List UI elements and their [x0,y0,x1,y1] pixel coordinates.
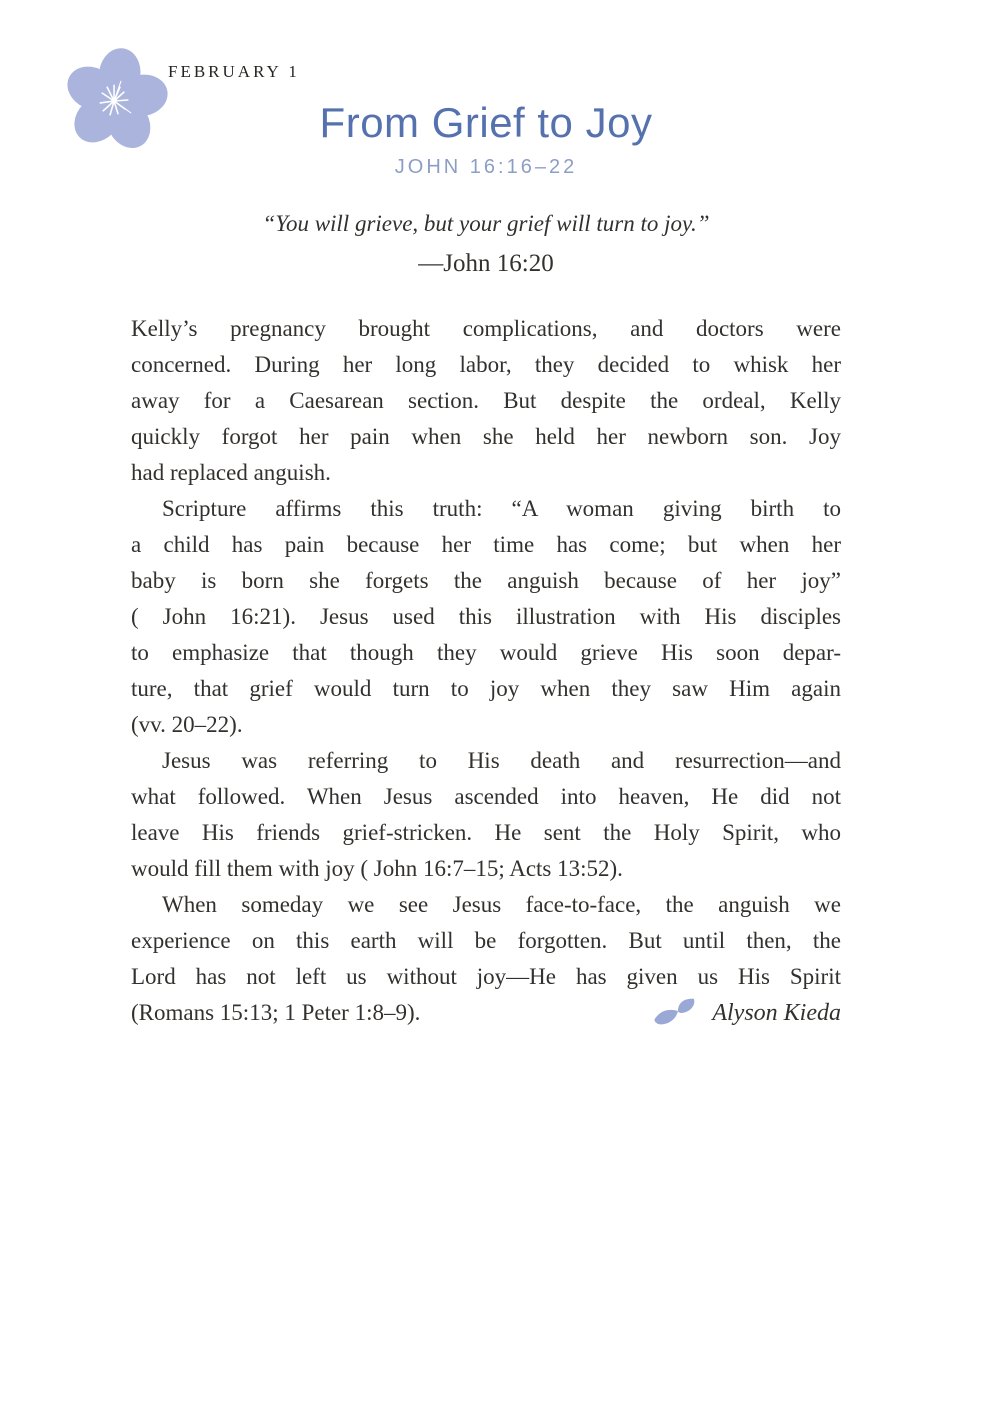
body-line: Lord has not left us without joy—He has given us His Spirit [131,964,841,989]
leaf-icon [652,997,702,1029]
body-line: ( John 16:21). Jesus used this illustration with His disciples [131,604,841,629]
paragraph [131,491,841,743]
epigraph-quote: “You will grieve, but your grief will turn to joy.” [262,211,710,236]
body-line: concerned. During her long labor, they decided to whisk her [131,352,841,377]
signature-line [131,995,841,1031]
body-line: what followed. When Jesus ascended into heaven, He did not [131,784,841,809]
body-text [131,311,841,1031]
body-line: to emphasize that though they would grieve His soon depar- [131,640,841,665]
body-line: had replaced anguish. [131,460,331,485]
body-line: would fill them with joy ( John 16:7–15; Acts 13:52). [131,856,623,881]
paragraph [131,311,841,491]
body-line: quickly forgot her pain when she held her newborn son. Joy [131,424,841,449]
paragraph [131,887,841,995]
body-line: (vv. 20–22). [131,712,243,737]
body-line: Jesus was referring to His death and resurrection—and [162,748,841,773]
author-name: Alyson Kieda [712,1000,841,1026]
scripture-reference: JOHN 16:16–22 [394,156,578,178]
body-line: leave His friends grief-stricken. He sent the Holy Spirit, who [131,820,841,845]
body-line: baby is born she forgets the anguish because of her joy” [131,568,841,593]
page-title: From Grief to Joy [319,99,653,146]
body-line: Scripture affirms this truth: “A woman giving birth to [162,496,841,521]
body-line: experience on this earth will be forgotten. But until then, the [131,928,841,953]
text-column [131,0,841,1031]
body-line: ture, that grief would turn to joy when they saw Him again [131,676,841,701]
epigraph-attribution: —John 16:20 [418,250,554,277]
body-line: a child has pain because her time has come; but when her [131,532,841,557]
body-line: Kelly’s pregnancy brought complications, and doctors were [131,316,841,341]
body-line: away for a Caesarean section. But despite the ordeal, Kelly [131,388,841,413]
paragraphs-mount [131,311,841,995]
closing-reference: (Romans 15:13; 1 Peter 1:8–9). [131,1000,421,1025]
paragraph [131,743,841,887]
body-line: When someday we see Jesus face-to-face, the anguish we [162,892,841,917]
author-signature [652,995,841,1031]
date-label: FEBRUARY 1 [168,62,300,81]
